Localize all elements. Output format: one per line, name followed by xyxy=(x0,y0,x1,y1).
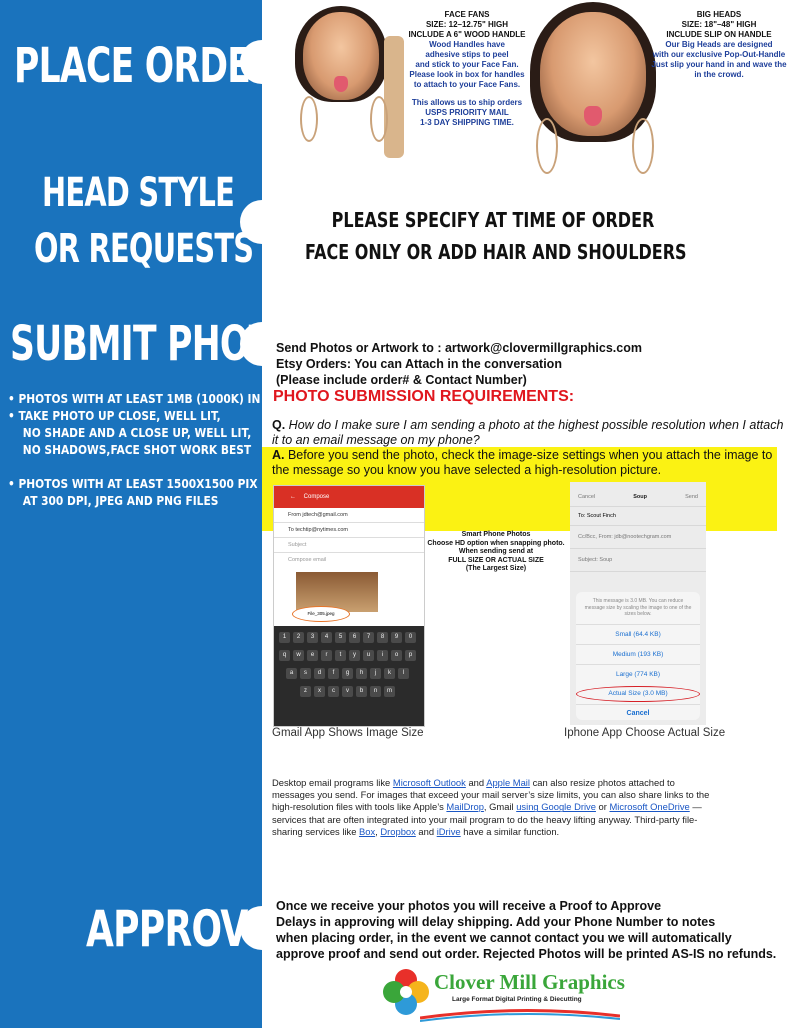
bullet: • PHOTOS WITH AT LEAST 1MB (1000K) IN SIZE xyxy=(8,391,291,406)
outlook-link[interactable]: Microsoft Outlook xyxy=(392,777,466,788)
size-medium[interactable]: Medium (193 KB) xyxy=(576,644,700,664)
keyboard-key[interactable]: r xyxy=(321,650,332,661)
approve-text xyxy=(276,898,776,962)
size-message: This message is 3.0 MB. You can reduce message size by scaling the image to one of the sizes below. xyxy=(584,598,692,617)
keyboard-key[interactable]: h xyxy=(356,668,367,679)
smart-note-line: (The Largest Size) xyxy=(465,565,527,572)
photo-bullets xyxy=(8,390,291,509)
keyboard-key[interactable]: d xyxy=(314,668,325,679)
keyboard-key[interactable]: b xyxy=(356,686,367,697)
keyboard-key[interactable]: l xyxy=(398,668,409,679)
face-fans-title: FACE FANS xyxy=(444,10,490,19)
bullet: • PHOTOS WITH AT LEAST 1500X1500 PIX xyxy=(8,476,258,491)
desk-text: can also resize photos attached to messages you send. For images that exceed your mail server’s size limits, you can also share links to the high-resolution files with tools like Apple’s xyxy=(272,777,710,813)
logo-tagline: Large Format Digital Printing & Diecutting xyxy=(452,996,582,1003)
back-arrow-icon: ← xyxy=(290,494,296,500)
keyboard-key[interactable]: k xyxy=(384,668,395,679)
desk-text: or xyxy=(595,801,610,813)
big-heads-handle: INCLUDE SLIP ON HANDLE xyxy=(666,30,772,39)
face-fans-ship: USPS PRIORITY MAIL xyxy=(425,108,509,117)
gmail-header xyxy=(274,486,424,508)
keyboard-key[interactable]: t xyxy=(335,650,346,661)
approve-heading: APPROVE xyxy=(86,900,272,958)
iphone-send: Send xyxy=(685,494,698,500)
include-text: (Please include order# & Contact Number) xyxy=(276,373,527,387)
size-sheet xyxy=(576,592,700,720)
iphone-to-text: To: Scout Finch xyxy=(578,513,616,519)
keyboard-key[interactable]: c xyxy=(328,686,339,697)
rainbow-swoosh xyxy=(420,1008,620,1022)
tongue xyxy=(584,106,602,126)
smart-note-line: Choose HD option when snapping photo. xyxy=(427,539,565,547)
size-cancel[interactable]: Cancel xyxy=(576,704,700,723)
keyboard-key[interactable]: a xyxy=(286,668,297,679)
bullet: NO SHADOWS,FACE SHOT WORK BEST xyxy=(8,442,252,457)
gmail-caption: Gmail App Shows Image Size xyxy=(272,727,424,739)
smart-note-line: When sending send at xyxy=(458,548,534,555)
smart-note-line: FULL SIZE OR ACTUAL SIZE xyxy=(448,556,544,564)
keyboard-key[interactable]: 2 xyxy=(293,632,304,643)
desk-text: — services that are often integrated into your mail program to do the heavy lifting anyway. Third-party file-sharing services like xyxy=(272,801,702,837)
gmail-from: From jdtech@gmail.com xyxy=(274,508,424,523)
keyboard-key[interactable]: n xyxy=(370,686,381,697)
keyboard xyxy=(274,626,424,726)
dropbox-link[interactable]: Dropbox xyxy=(380,825,416,837)
face-fans-desc: to attach to your Face Fans. xyxy=(413,80,521,89)
logo-name: Clover Mill Graphics xyxy=(434,970,625,994)
file-chip: File_305.jpeg xyxy=(292,606,350,622)
faq-block xyxy=(272,418,784,478)
keyboard-key[interactable]: f xyxy=(328,668,339,679)
big-heads-text xyxy=(640,10,794,80)
iphone-to xyxy=(570,506,706,525)
gmail-compose: Compose email xyxy=(288,557,327,563)
face-fans-text xyxy=(396,10,538,128)
a-text: Before you send the photo, check the image-size settings when you attach the image to the message so you know you have selected a high-resolution picture. xyxy=(272,448,773,477)
sidebar-panel xyxy=(0,0,262,1028)
earring xyxy=(632,118,654,174)
size-small[interactable]: Small (64.4 KB) xyxy=(576,624,700,644)
face-fans-desc: Please look in box for handles xyxy=(409,70,525,79)
keyboard-key[interactable]: 9 xyxy=(391,632,402,643)
keyboard-key[interactable]: z xyxy=(300,686,311,697)
big-heads-desc: Our Big Heads are designed xyxy=(665,40,773,49)
desk-text: , xyxy=(375,825,381,837)
face-fans-desc: adhesive stips to peel xyxy=(425,50,509,59)
keyboard-key[interactable]: 5 xyxy=(335,632,346,643)
bullet: AT 300 DPI, JPEG AND PNG FILES xyxy=(8,493,219,508)
desk-text: Desktop email programs like xyxy=(272,777,393,788)
face-fans-size: SIZE: 12–12.75" HIGH xyxy=(425,20,509,29)
keyboard-key[interactable]: 3 xyxy=(307,632,318,643)
approve-line: Once we receive your photos you will receive a Proof to Approve xyxy=(276,899,662,913)
size-large[interactable]: Large (774 KB) xyxy=(576,664,700,684)
keyboard-key[interactable]: 1 xyxy=(279,632,290,643)
send-photos-text: Send Photos or Artwork to : artwork@clovermillgraphics.com xyxy=(276,341,642,355)
earring xyxy=(536,118,558,174)
keyboard-key[interactable]: q xyxy=(279,650,290,661)
place-order-heading: PLACE ORDER xyxy=(14,38,277,94)
iphone-nav xyxy=(570,482,706,506)
maildrop-link[interactable]: MailDrop xyxy=(446,801,484,813)
earring xyxy=(370,96,388,142)
iphone-caption: Iphone App Choose Actual Size xyxy=(564,727,726,739)
head-style-heading-2: OR REQUESTS xyxy=(34,226,254,272)
submit-photo-heading: SUBMIT PHOTO xyxy=(10,316,301,372)
keyboard-key[interactable]: i xyxy=(377,650,388,661)
head-style-heading: HEAD STYLE xyxy=(42,170,235,216)
bullet: • TAKE PHOTO UP CLOSE, WELL LIT, xyxy=(8,408,221,423)
keyboard-key[interactable]: w xyxy=(293,650,304,661)
keyboard-key[interactable]: 0 xyxy=(405,632,416,643)
q-label: Q. xyxy=(272,418,286,432)
face-fans-ship: 1-3 DAY SHIPPING TIME. xyxy=(420,118,514,127)
keyboard-key[interactable]: v xyxy=(342,686,353,697)
keyboard-key[interactable]: p xyxy=(405,650,416,661)
specify-line-1: PLEASE SPECIFY AT TIME OF ORDER xyxy=(331,208,655,232)
face-fans-handle: INCLUDE A 6" WOOD HANDLE xyxy=(408,30,526,39)
idrive-link[interactable]: iDrive xyxy=(436,825,461,837)
keyboard-key[interactable]: o xyxy=(391,650,402,661)
iphone-cc: Cc/Bcc, From: jdb@nootechgram.com xyxy=(570,525,706,548)
iphone-subject: Subject: Soup xyxy=(570,548,706,572)
bullet: NO SHADE AND A CLOSE UP, WELL LIT, xyxy=(8,425,252,440)
keyboard-key[interactable]: u xyxy=(363,650,374,661)
big-heads-title: BIG HEADS xyxy=(696,10,742,19)
desk-text: and xyxy=(465,777,487,788)
specify-line-2: FACE ONLY OR ADD HAIR AND SHOULDERS xyxy=(305,240,687,264)
desk-text: have a similar function. xyxy=(460,825,560,837)
a-label: A. xyxy=(272,448,285,462)
keyboard-key[interactable]: g xyxy=(342,668,353,679)
approve-line: Delays in approving will delay shipping. Add your Phone Number to notes xyxy=(276,915,716,929)
approve-line: approve proof and send out order. Rejected Photos will be printed AS-IS no refunds. xyxy=(276,947,777,961)
requirements-heading: PHOTO SUBMISSION REQUIREMENTS: xyxy=(273,388,575,405)
face-fans-desc: and stick to your Face Fan. xyxy=(415,60,519,69)
desktop-paragraph xyxy=(272,777,712,838)
box-link[interactable]: Box xyxy=(359,825,376,837)
big-heads-desc: Just slip your hand in and wave the xyxy=(651,60,787,69)
gmail-subject: Subject xyxy=(274,538,424,553)
keyboard-key[interactable]: s xyxy=(300,668,311,679)
desk-text: , Gmail xyxy=(483,801,517,813)
keyboard-key[interactable]: 7 xyxy=(363,632,374,643)
onedrive-link[interactable]: Microsoft OneDrive xyxy=(609,801,690,813)
approve-line: when placing order, in the event we cannot contact you we will automatically xyxy=(276,931,732,945)
iphone-cancel-top: Cancel xyxy=(578,494,596,500)
smart-note-line: Smart Phone Photos xyxy=(461,531,531,538)
face-fans-desc: Wood Handles have xyxy=(429,40,505,49)
keyboard-key[interactable]: j xyxy=(370,668,381,679)
big-heads-size: SIZE: 18"–48" HIGH xyxy=(681,20,757,29)
big-heads-desc: in the crowd. xyxy=(694,70,744,79)
clover-mill-logo xyxy=(380,964,625,1022)
tongue xyxy=(334,76,348,92)
earring xyxy=(300,96,318,142)
keyboard-key[interactable]: m xyxy=(384,686,395,697)
size-actual[interactable]: Actual Size (3.0 MB) xyxy=(576,686,700,702)
keyboard-key[interactable]: 6 xyxy=(349,632,360,643)
smart-phone-note xyxy=(426,531,566,574)
q-text: How do I make sure I am sending a photo at the highest possible resolution when I attach it to an email message on my phone? xyxy=(272,418,784,447)
iphone-screenshot xyxy=(570,482,706,725)
big-heads-desc: with our exclusive Pop-Out-Handle xyxy=(652,50,786,59)
etsy-text: Etsy Orders: You can Attach in the conversation xyxy=(276,357,562,371)
face-fans-ship: This allows us to ship orders xyxy=(411,98,523,107)
keyboard-key[interactable]: y xyxy=(349,650,360,661)
iphone-title: Soup xyxy=(633,494,647,500)
keyboard-key[interactable]: 8 xyxy=(377,632,388,643)
gmail-to: To techtip@nytimes.com xyxy=(274,523,424,538)
gmail-header-title: Compose xyxy=(303,494,330,500)
apple-mail-link[interactable]: Apple Mail xyxy=(486,777,530,788)
desk-text: and xyxy=(415,825,437,837)
keyboard-key[interactable]: 4 xyxy=(321,632,332,643)
keyboard-key[interactable]: e xyxy=(307,650,318,661)
google-drive-link[interactable]: using Google Drive xyxy=(516,801,596,813)
keyboard-key[interactable]: x xyxy=(314,686,325,697)
gmail-screenshot xyxy=(273,485,425,727)
